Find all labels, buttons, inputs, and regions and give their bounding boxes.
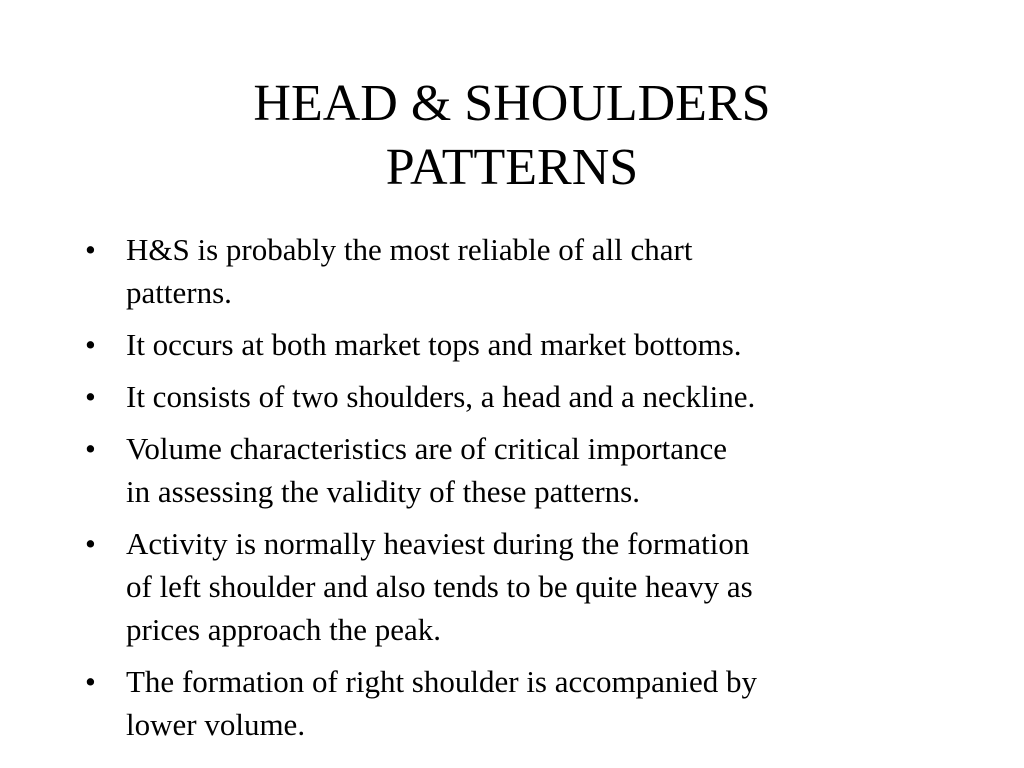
bullet-item-activity — [85, 522, 965, 651]
bullet-text-line: Activity is normally heaviest during the formation — [126, 526, 750, 561]
title-line-2: PATTERNS — [385, 139, 639, 196]
bullet-text-line: Volume characteristics are of critical importance — [126, 431, 728, 466]
bullet-item-right-shoulder — [85, 660, 965, 746]
bullet-item-volume — [85, 427, 965, 513]
bullet-marker: • — [85, 526, 96, 561]
bullet-marker: • — [85, 664, 96, 699]
bullet-item-occurrence — [85, 323, 965, 366]
bullet-item-reliability — [85, 228, 965, 314]
bullet-text-line: The formation of right shoulder is accompanied by — [126, 664, 758, 699]
bullet-marker: • — [85, 232, 96, 267]
bullet-marker: • — [85, 431, 96, 466]
slide-title — [0, 72, 1024, 200]
bullet-text-line: of left shoulder and also tends to be quite heavy as — [126, 569, 753, 604]
bullet-text-line: It consists of two shoulders, a head and a neckline. — [126, 379, 756, 414]
bullet-text-line: patterns. — [126, 275, 232, 310]
bullet-text-line: prices approach the peak. — [126, 612, 442, 647]
bullet-text-line: It occurs at both market tops and market bottoms. — [126, 327, 742, 362]
bullet-marker: • — [85, 379, 96, 414]
bullet-text-line: in assessing the validity of these patterns. — [126, 474, 640, 509]
bullet-list — [85, 228, 965, 755]
bullet-text-line: H&S is probably the most reliable of all chart — [126, 232, 693, 267]
bullet-item-components — [85, 375, 965, 418]
bullet-marker: • — [85, 327, 96, 362]
title-line-1: HEAD & SHOULDERS — [253, 75, 771, 132]
bullet-text-line: lower volume. — [126, 707, 306, 742]
